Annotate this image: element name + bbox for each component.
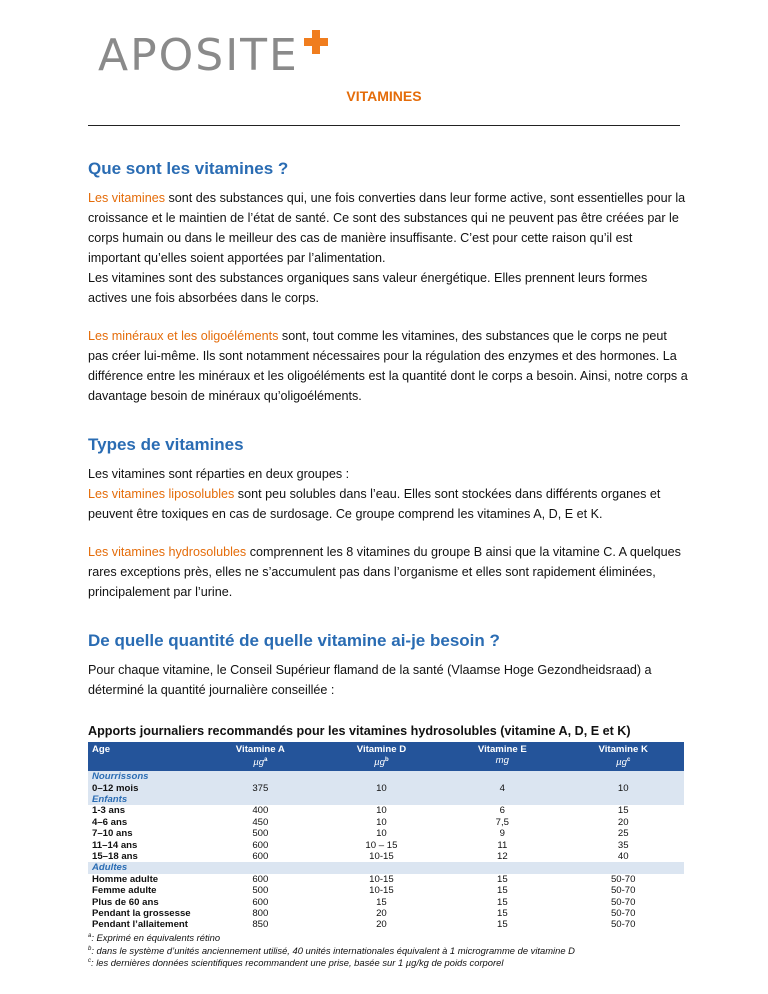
row-value: 10 <box>376 828 387 840</box>
row-value: 7,5 <box>495 816 509 828</box>
paragraph: Les vitamines sont des substances qui, une fois converties dans leur forme active, sont essentielles pour la croissance et le maintien de l’état de santé. Ce sont des substances qui ne peuvent pas être créées par le corps humain ou dans le meilleur des cas de manière insuffisante. C’est pour cette raison qu’il est important qu’elles soient apportées par l’alimentation. <box>88 191 686 265</box>
row-value: 50-70 <box>610 896 636 908</box>
table-header-row <box>88 742 684 771</box>
row-age-label: Pendant l’allaitement <box>92 919 188 931</box>
section-heading-vitamin-types: Types de vitamines <box>88 435 244 454</box>
row-value: 450 <box>252 816 269 828</box>
paragraph: Les vitamines sont des substances organiques sans valeur énergétique. Elles prennent leurs formes actives une fois absorbées dans le corps. <box>88 271 648 305</box>
table-row <box>88 805 684 816</box>
row-value: 10 <box>376 805 387 817</box>
row-age-label: 1-3 ans <box>92 805 126 817</box>
highlight-term: Les vitamines hydrosolubles <box>88 545 247 559</box>
header-vitamin-a: Vitamine A µg$^a$ <box>235 744 285 769</box>
document-body <box>88 158 688 969</box>
table-row <box>88 828 684 839</box>
row-value: 40 <box>617 851 629 863</box>
row-value: 850 <box>252 919 269 931</box>
row-value: 600 <box>252 873 269 885</box>
table-row <box>88 851 684 862</box>
row-value: 15 <box>617 805 629 817</box>
row-value: 6 <box>499 805 505 817</box>
row-value: 50-70 <box>610 885 636 897</box>
row-value: 15 <box>376 896 387 908</box>
table-row <box>88 919 684 930</box>
section-heading-what-are-vitamins: Que sont les vitamines ? <box>88 159 289 178</box>
row-value: 20 <box>376 908 387 920</box>
paragraph: Les vitamines hydrosolubles comprennent les 8 vitamines du groupe B ainsi que la vitamine C. A quelques rares exceptions près, elles ne s’accumulent pas dans l’organisme et elles sont rapidement éliminées, principalement par l’urine. <box>88 545 681 599</box>
row-age-label: 7–10 ans <box>92 828 133 840</box>
footnote: $^b$: dans le système d’unités anciennement utilisé, 40 unités internationales équivalent à 1 microgramme de vitamine D <box>88 944 575 956</box>
section-heading-how-much: De quelle quantité de quelle vitamine ai-je besoin ? <box>88 631 500 650</box>
row-value: 15 <box>496 919 508 931</box>
row-value: 20 <box>376 919 387 931</box>
row-value: 600 <box>252 839 269 851</box>
row-value: 10 <box>376 816 387 828</box>
vitamin-table <box>88 742 684 931</box>
row-value: 800 <box>252 908 269 920</box>
table-title: Apports journaliers recommandés pour les vitamines hydrosolubles (vitamine A, D, E et K) <box>88 724 631 738</box>
header-vitamin-k: Vitamine K µg$^c$ <box>598 744 648 769</box>
row-value: 50-70 <box>610 919 636 931</box>
row-value: 10-15 <box>369 873 394 885</box>
group-label: Nourrissons <box>88 771 684 782</box>
footnote: $^c$: les dernières données scientifiques recommandent une prise, basée sur 1 µg/kg de poids corporel <box>88 957 504 969</box>
table-row <box>88 817 684 828</box>
highlight-term: Les vitamines liposolubles <box>88 487 235 501</box>
row-age-label: Pendant la grossesse <box>92 908 191 920</box>
paragraph: Les vitamines liposolubles sont peu solubles dans l’eau. Elles sont stockées dans différents organes et peuvent être toxiques en cas de surdosage. Ce groupe comprend les vitamines A, D, E et K. <box>88 487 661 521</box>
row-value: 10 – 15 <box>365 839 398 851</box>
paragraph: Les vitamines sont réparties en deux groupes : <box>88 467 350 481</box>
highlight-term: Les minéraux et les oligoéléments <box>88 329 279 343</box>
row-value: 25 <box>617 828 629 840</box>
row-value: 500 <box>252 828 269 840</box>
row-value: 400 <box>252 805 269 817</box>
group-label: Adultes <box>88 862 684 873</box>
row-value: 15 <box>496 873 508 885</box>
row-value: 9 <box>499 828 505 840</box>
table-row <box>88 840 684 851</box>
row-value: 10-15 <box>369 851 394 863</box>
title-divider <box>88 125 680 126</box>
row-value: 10-15 <box>369 885 394 897</box>
row-value: 11 <box>497 839 508 851</box>
row-value: 600 <box>252 851 269 863</box>
row-value: 50-70 <box>610 873 636 885</box>
row-value: 20 <box>617 816 629 828</box>
table-row <box>88 908 684 919</box>
plus-icon <box>304 30 328 54</box>
highlight-term: Les vitamines <box>88 191 165 205</box>
row-age-label: 15–18 ans <box>92 851 138 863</box>
row-value: 10 <box>562 783 684 794</box>
row-value: 375 <box>200 783 321 794</box>
document-title: VITAMINES <box>346 88 422 104</box>
table-footnotes <box>88 931 688 969</box>
row-age-label: 0–12 mois <box>88 783 200 794</box>
row-age-label: Plus de 60 ans <box>92 896 159 908</box>
header-age: Age <box>92 744 111 755</box>
row-age-label: Femme adulte <box>92 885 157 897</box>
table-row <box>88 874 684 885</box>
row-value: 15 <box>496 896 508 908</box>
row-value: 10 <box>321 783 443 794</box>
row-age-label: Homme adulte <box>92 873 159 885</box>
row-age-label: 11–14 ans <box>92 839 138 851</box>
logo-wordmark: APOSITE <box>98 30 299 81</box>
table-row <box>88 783 684 794</box>
row-value: 12 <box>496 851 508 863</box>
group-label: Enfants <box>88 794 684 805</box>
row-value: 4 <box>442 783 562 794</box>
header-vitamin-e: Vitamine E mg <box>477 744 527 766</box>
paragraph: Les minéraux et les oligoéléments sont, tout comme les vitamines, des substances que le corps ne peut pas créer lui-même. Ils sont notamment nécessaires pour la régulation des enzymes et des hormones. La différence entre les minéraux et les oligoéléments est la quantité dont le corps a besoin. Ainsi, notre corps a davantage besoin de minéraux qu’oligoéléments. <box>88 329 688 403</box>
row-value: 15 <box>496 885 508 897</box>
table-group-row <box>88 771 684 782</box>
row-value: 35 <box>617 839 629 851</box>
row-age-label: 4–6 ans <box>92 816 128 828</box>
footnote: $^a$: Exprimé en équivalents rétino <box>88 932 221 943</box>
paragraph: Pour chaque vitamine, le Conseil Supérieur flamand de la santé (Vlaamse Hoge Gezondheidsraad) a déterminé la quantité journalière conseillée : <box>88 663 652 697</box>
row-value: 15 <box>496 908 508 920</box>
row-value: 600 <box>252 896 269 908</box>
table-group-row <box>88 794 684 805</box>
table-row <box>88 885 684 896</box>
row-value: 50-70 <box>610 908 636 920</box>
table-row <box>88 897 684 908</box>
row-value: 500 <box>252 885 269 897</box>
header-vitamin-d: Vitamine D µg$^b$ <box>356 744 407 769</box>
table-group-row <box>88 862 684 873</box>
